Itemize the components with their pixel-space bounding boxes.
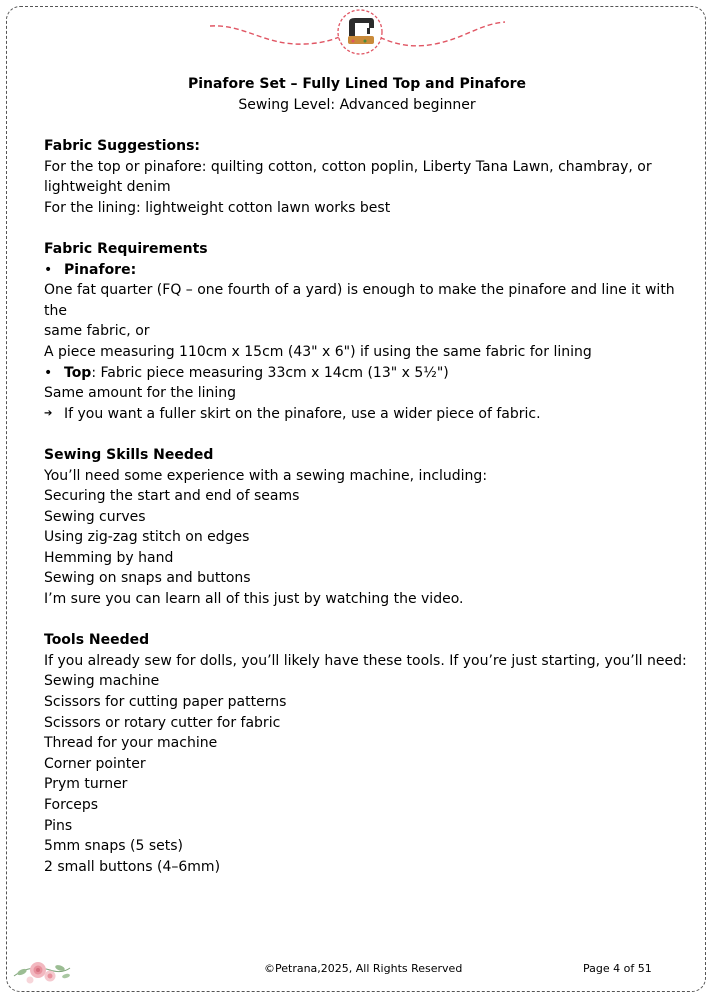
bullet-item-pinafore [44,260,692,281]
paragraph-line: You’ll need some experience with a sewing machine, including: [44,467,488,484]
section-heading-tools: Tools Needed [44,632,150,649]
list-item: Securing the start and end of seams [44,488,300,505]
list-item: Scissors or rotary cutter for fabric [44,714,281,731]
document-body [44,136,692,877]
section-heading-fabric-suggestions: Fabric Suggestions: [44,138,201,154]
roses-icon [10,946,74,990]
sewing-machine-icon [338,10,382,54]
list-item: Hemming by hand [44,549,174,566]
bullet-text: : Fabric piece measuring 33cm x 14cm (13" x 5½") [91,364,449,381]
page-subtitle: Sewing Level: Advanced beginner [238,97,476,113]
header-stitch-decoration [205,6,510,58]
paragraph-line: Same amount for the lining [44,385,237,402]
section-heading-fabric-requirements: Fabric Requirements [44,240,208,257]
bullet-item-top [44,363,692,384]
bullet-icon: • [44,364,53,381]
list-item: Prym turner [44,776,128,793]
page-number: Page 4 of 51 [583,962,652,975]
list-item: Forceps [44,797,99,813]
bullet-label: Top [64,364,92,381]
paragraph-line: For the top or pinafore: quilting cotton, cotton poplin, Liberty Tana Lawn, chambray, or [44,158,652,175]
section-heading-skills: Sewing Skills Needed [44,446,214,463]
list-item: Sewing curves [44,508,146,525]
paragraph-line: For the lining: lightweight cotton lawn works best [44,199,391,216]
list-item: 2 small buttons (4–6mm) [44,858,221,875]
list-item: Thread for your machine [44,735,218,752]
list-item: Pins [44,817,73,834]
copyright-text: ©Petrana,2025, All Rights Reserved [264,962,463,975]
list-item: Scissors for cutting paper patterns [44,694,287,711]
arrow-right-icon: ➔ [44,407,53,419]
paragraph-line: lightweight denim [44,179,171,196]
list-item: Corner pointer [44,755,146,772]
bullet-icon: • [44,261,53,278]
list-item: Sewing on snaps and buttons [44,570,251,587]
list-item: Using zig-zag stitch on edges [44,529,250,546]
paragraph-line: same fabric, or [44,323,150,340]
paragraph-line: I’m sure you can learn all of this just by watching the video. [44,591,464,608]
paragraph-line: A piece measuring 110cm x 15cm (43" x 6") if using the same fabric for lining [44,343,592,360]
paragraph-line: If you already sew for dolls, you’ll likely have these tools. If you’re just starting, you’ll need: [44,652,687,669]
page-title: Pinafore Set – Fully Lined Top and Pinafore [187,76,527,92]
bullet-label: Pinafore: [64,261,137,278]
tip-item [44,404,692,425]
paragraph-line: One fat quarter (FQ – one fourth of a yard) is enough to make the pinafore and line it with the [44,282,675,319]
list-item: Sewing machine [44,673,160,690]
list-item: 5mm snaps (5 sets) [44,838,183,855]
tip-text: If you want a fuller skirt on the pinafore, use a wider piece of fabric. [64,405,541,422]
